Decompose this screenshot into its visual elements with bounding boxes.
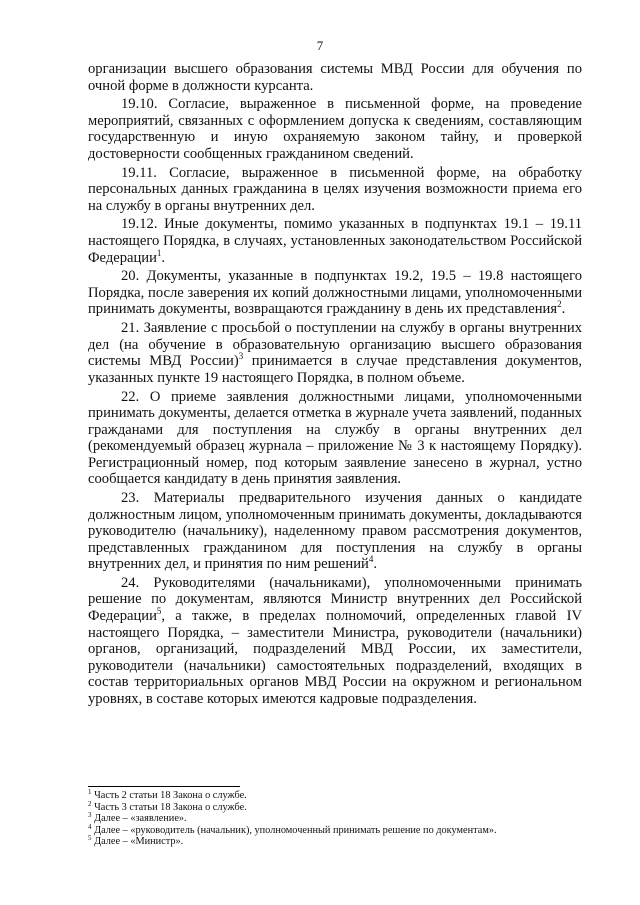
paragraph-text: .	[373, 556, 377, 573]
footnote-text: Далее – «заявление».	[94, 813, 187, 824]
footnote-text: Далее – «руководитель (начальник), уполномоченный принимать решение по документам».	[94, 824, 497, 836]
footnote-reference: 5	[156, 606, 162, 616]
footnote-mark: 2	[88, 799, 92, 808]
footnote-mark: 4	[88, 822, 92, 831]
paragraph-p22	[88, 389, 582, 488]
paragraph-p19_10	[88, 96, 582, 162]
paragraph-text: 20. Документы, указанные в подпунктах 19.2, 19.5 – 19.8 настоящего Порядка, после заверения их копий должностными лицами, уполномоченными принимать документы, возвращаются гражданину в день их представления	[88, 268, 582, 318]
paragraph-p19_12	[88, 216, 582, 266]
paragraph-text: принимается в случае представления документов, указанных пункте 19 настоящего Порядка, в полном объеме.	[88, 353, 582, 386]
page-number: 7	[316, 38, 324, 53]
footnote-reference: 4	[368, 554, 374, 565]
paragraph-p19_11	[88, 165, 582, 215]
footnote-reference: 1	[156, 247, 162, 258]
footnote-item	[88, 836, 588, 848]
footnote-item	[88, 813, 588, 825]
paragraph-text: .	[561, 301, 566, 318]
footnote-separator	[88, 786, 240, 787]
footnote-mark: 5	[88, 834, 92, 842]
footnote-item	[88, 790, 588, 802]
footnote-mark: 1	[88, 788, 92, 796]
paragraph-text: .	[161, 249, 166, 266]
footnote-item	[88, 822, 588, 837]
paragraph-text: 19.12. Иные документы, помимо указанных в подпунктах 19.1 – 19.11 настоящего Порядка, в случаях, установленных законодательством Российской Федерации	[88, 216, 582, 266]
paragraph-p20	[88, 268, 582, 318]
paragraph-text: 19.10. Согласие, выраженное в письменной форме, на проведение мероприятий, связанных с оформлением допуска к сведениям, составляющим государственную и иную охраняемую законом тайну, и проверкой достоверности сообщенных гражданином сведений.	[88, 96, 582, 162]
paragraph-text: , а также, в пределах полномочий, определенных главой IV настоящего Порядка, – заместители Министра, руководители (начальники) органов, организаций, подразделений МВД России, их заместители, руководители (начальники) самостоятельных подразделений, входящих в состав территориальных органов МВД России на окружном и региональном уровнях, в составе которых имеются кадровые подразделения.	[88, 608, 582, 707]
footnote-text: Часть 2 статьи 18 Закона о службе.	[94, 790, 247, 801]
paragraph-p24	[88, 575, 582, 707]
paragraph-text: организации высшего образования системы МВД России для обучения по очной форме в должности курсанта.	[88, 61, 582, 94]
paragraph-text: 23. Материалы предварительного изучения данных о кандидате должностным лицом, уполномоченным принимать документы, докладываются руководителю (начальнику), наделенному правом рассмотрения документов, представленных гражданином для поступления на службу в органы внутренних дел, и принятия по ним решений	[88, 489, 582, 573]
footnote-text: Часть 3 статьи 18 Закона о службе.	[94, 801, 247, 813]
footnote-reference: 3	[238, 351, 244, 362]
paragraph-p21	[88, 320, 582, 386]
document-body	[88, 61, 582, 709]
footnote-reference: 2	[557, 299, 562, 310]
paragraph-text: 19.11. Согласие, выраженное в письменной форме, на обработку персональных данных гражданина в целях изучения возможности приема его на службу в органы внутренних дел.	[88, 164, 582, 214]
footnotes	[88, 790, 588, 848]
paragraph-text: 22. О приеме заявления должностными лицами, уполномоченными принимать документы, делается отметка в журнале учета заявлений, поданных гражданами для поступления на службу в органы внутренних дел (рекомендуемый образец журнала – приложение № 3 к настоящему Порядку). Регистрационный номер, под которым заявление занесено в журнал, устно сообщается кандидату в день принятия заявления.	[88, 388, 582, 488]
paragraph-text: 24. Руководителями (начальниками), уполномоченными принимать решение по документам, являются Министр внутренних дел Российской Федерации	[88, 574, 582, 624]
footnote-mark: 3	[88, 811, 92, 819]
paragraph-p0	[88, 61, 582, 94]
footnote-item	[88, 799, 588, 814]
paragraph-text: 21. Заявление с просьбой о поступлении на службу в органы внутренних дел (на обучение в образовательную организацию высшего образования системы МВД России)	[88, 320, 582, 370]
paragraph-p23	[88, 490, 582, 573]
footnote-text: Далее – «Министр».	[94, 836, 184, 847]
